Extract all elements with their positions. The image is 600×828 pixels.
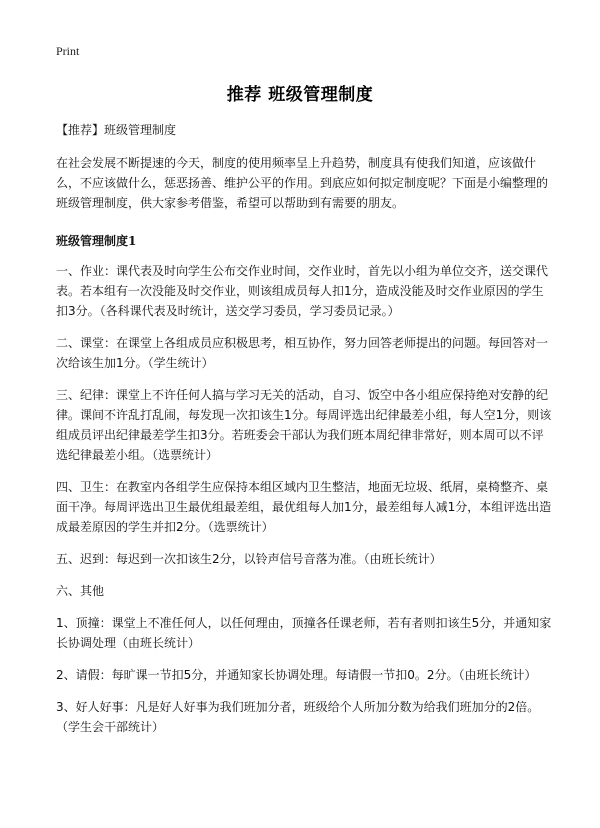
rule-homework: 一、作业：课代表及时向学生公布交作业时间，交作业时，首先以小组为单位交齐，送交课代表。若本组有一次没能及时交作业，则该组成员每人扣1分，造成没能及时交作业原因的学生扣3分。（各科课代表及时统计，送交学习委员，学习委员记录。） — [56, 264, 549, 318]
rule-hygiene: 四、卫生：在教室内各组学生应保持本组区域内卫生整洁，地面无垃圾、纸屑，桌椅整齐、桌面干净。每周评选出卫生最优组最差组，最优组每人加1分，最差组每人减1分，本组评选出造成最差原因的学生并扣2分。（选票统计） — [56, 480, 552, 534]
rule-defiance: 1、顶撞：课堂上不准任何人，以任何理由，顶撞各任课老师，若有者则扣该生5分，并通知家长协调处理（由班长统计） — [56, 616, 552, 650]
print-link[interactable]: Print — [56, 44, 80, 58]
rule-good-deeds: 3、好人好事：凡是好人好事为我们班加分者，班级给个人所加分数为给我们班加分的2倍。（学生会干部统计） — [56, 700, 540, 734]
rule-classroom: 二、课堂：在课堂上各组成员应积极思考，相互协作，努力回答老师提出的问题。每回答对一次给该生加1分。（学生统计） — [56, 336, 549, 370]
rule-lateness: 五、迟到：每迟到一次扣该生2分，以铃声信号音落为准。（由班长统计） — [56, 552, 442, 566]
document-subtitle: 【推荐】班级管理制度 — [56, 123, 177, 137]
rule-discipline: 三、纪律：课堂上不许任何人搞与学习无关的活动，自习、饭空中各小组应保持绝对安静的纪律。课间不许乱打乱闹，每发现一次扣该生1分。每周评选出纪律最差小组，每人空1分，则该组成员评出纪律最差学生扣3分。若班委会干部认为我们班本周纪律非常好，则本周可以不评选纪律最差小组。（选票统计） — [56, 388, 552, 462]
intro-paragraph: 在社会发展不断提速的今天，制度的使用频率呈上升趋势，制度具有使我们知道，应该做什么，不应该做什么，惩恶扬善、维护公平的作用。到底应如何拟定制度呢？下面是小编整理的班级管理制度，供大家参考借鉴，希望可以帮助到有需要的朋友。 — [56, 156, 549, 210]
rule-leave: 2、请假：每旷课一节扣5分，并通知家长协调处理。每请假一节扣0。2分。（由班长统计） — [56, 668, 537, 682]
document-title: 推荐 班级管理制度 — [226, 85, 374, 105]
rule-other-heading: 六、其他 — [56, 584, 105, 598]
document-body — [56, 120, 552, 749]
section-heading: 班级管理制度1 — [56, 234, 137, 248]
